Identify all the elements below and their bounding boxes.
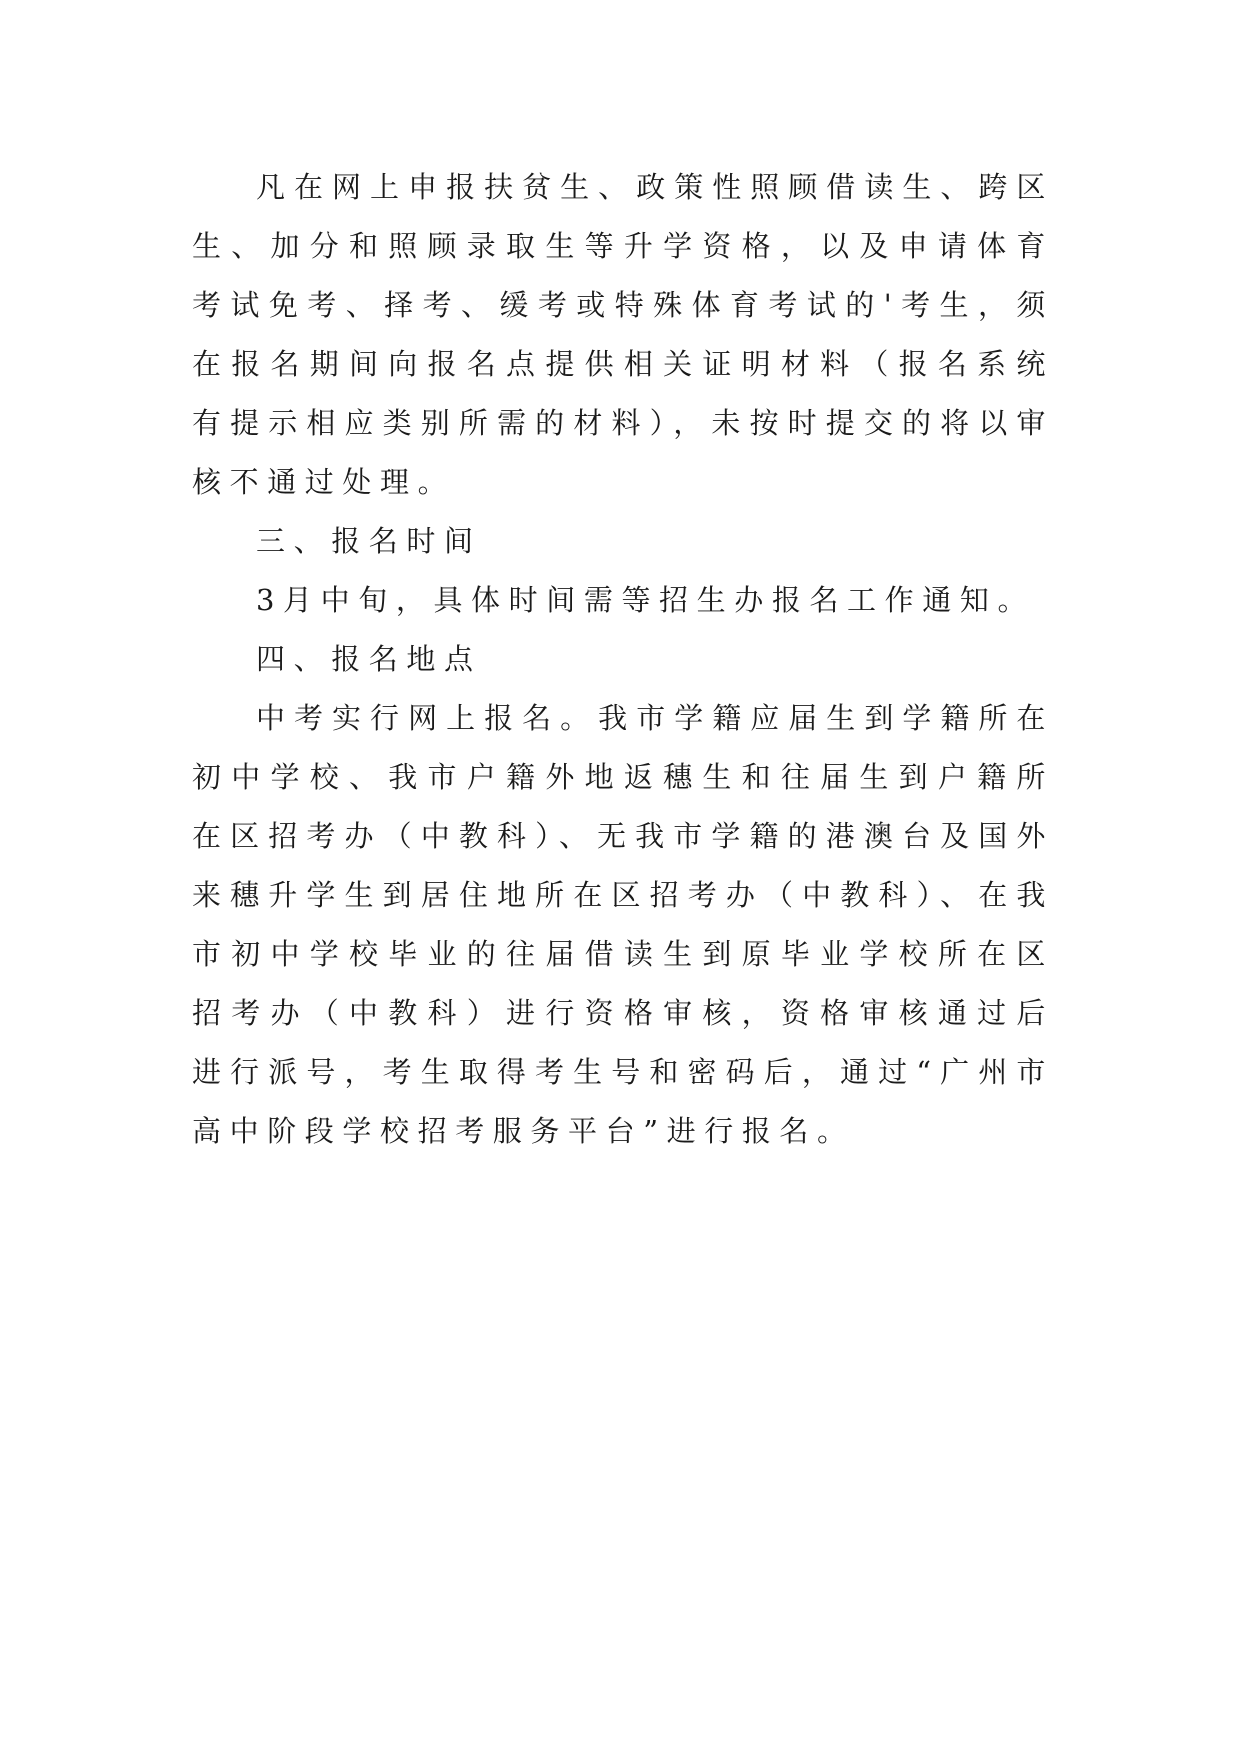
- paragraph-registration-time: 3月中旬，具体时间需等招生办报名工作通知。: [256, 583, 1036, 617]
- paragraph-registration-location: 中考实行网上报名。我市学籍应届生到学籍所在初中学校、我市户籍外地返穗生和往届生到户籍所在区招考办（中教科）、无我市学籍的港澳台及国外来穗升学生到居住地所在区招考办（中教科）、在我市初中学校毕业的往届借读生到原毕业学校所在区招考办（中教科）进行资格审核，资格审核通过后进行派号，考生取得考生号和密码后，通过“广州市高中阶段学校招考服务平台”进行报名。: [192, 701, 1054, 1148]
- heading-registration-location: 四、报名地点: [256, 642, 482, 676]
- document-body: [192, 158, 1054, 1161]
- heading-registration-time: 三、报名时间: [256, 524, 482, 558]
- paragraph-application-materials: 凡在网上申报扶贫生、政策性照顾借读生、跨区生、加分和照顾录取生等升学资格，以及申请体育考试免考、择考、缓考或特殊体育考试的'考生，须在报名期间向报名点提供相关证明材料（报名系统有提示相应类别所需的材料），未按时提交的将以审核不通过处理。: [192, 170, 1054, 499]
